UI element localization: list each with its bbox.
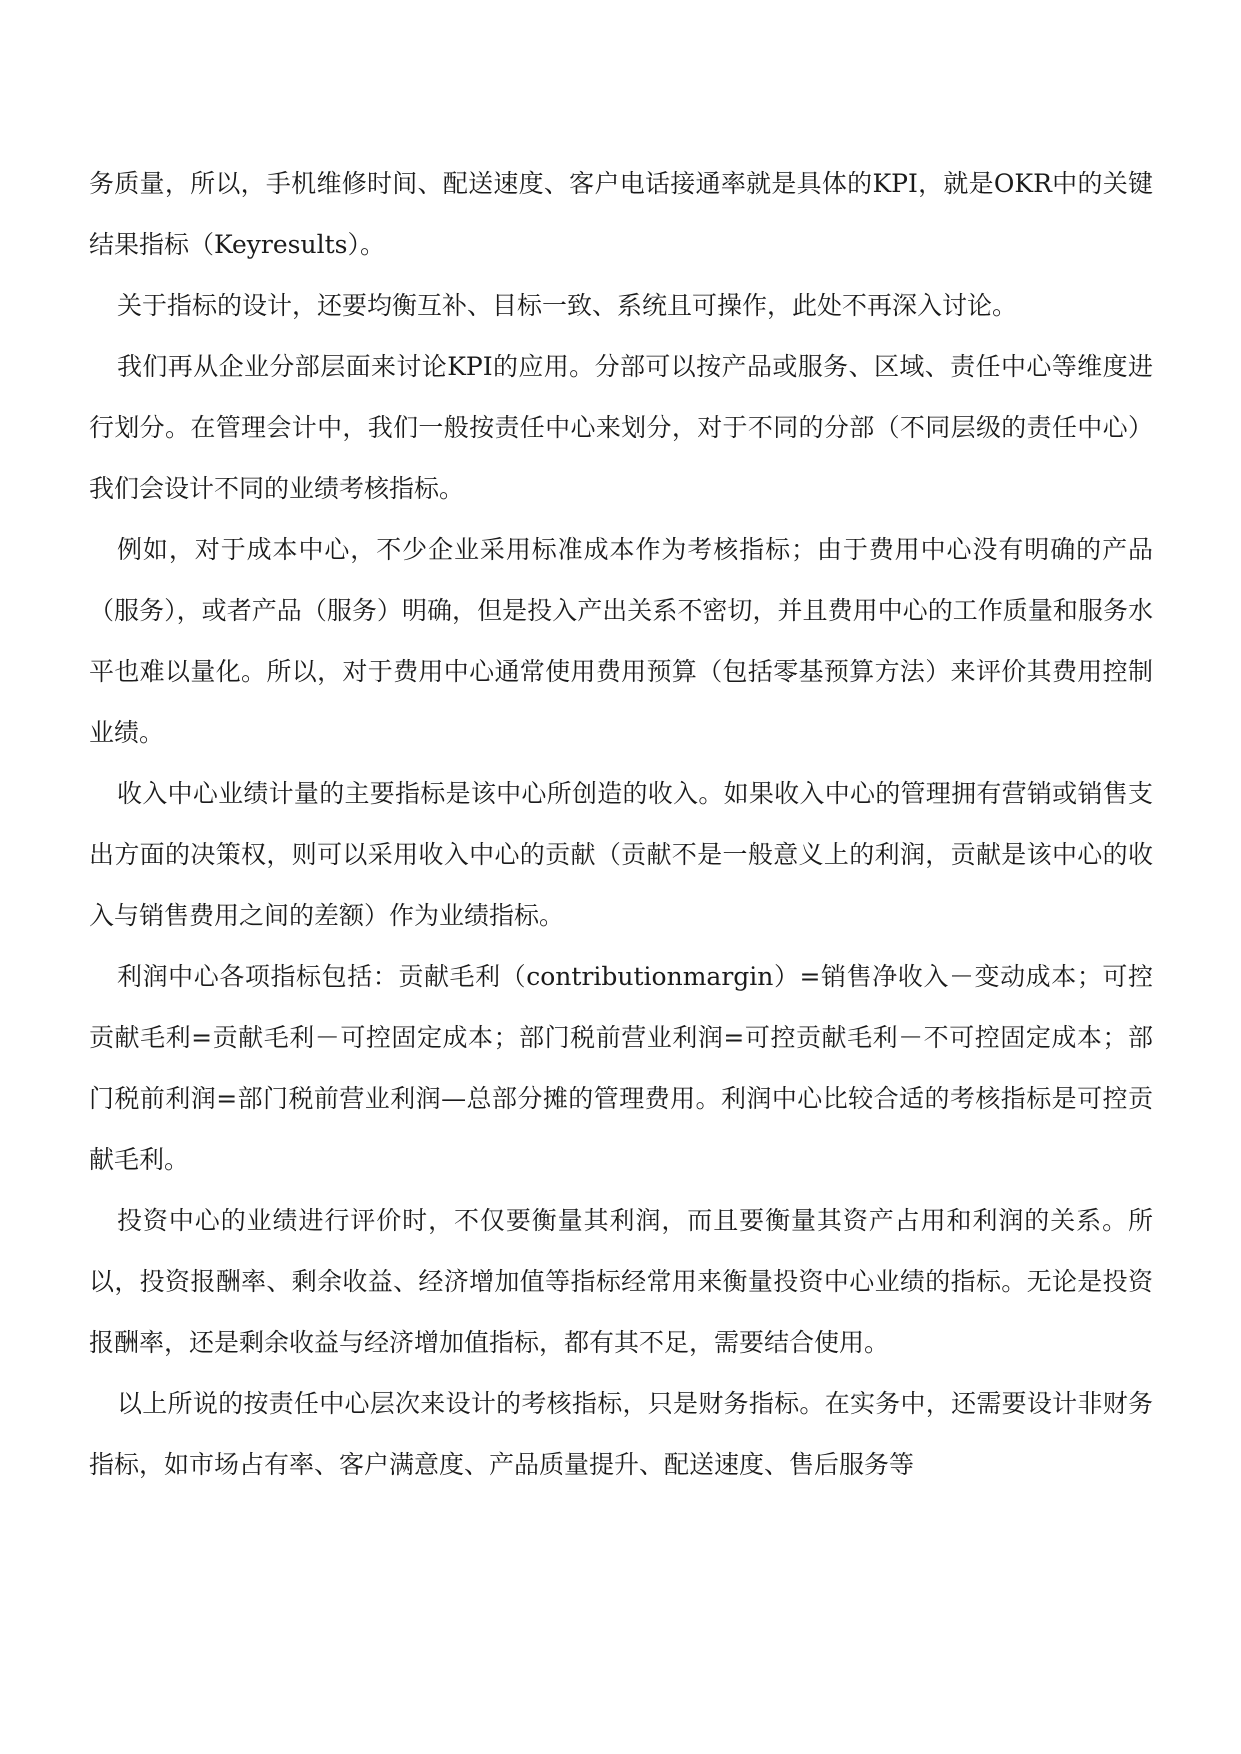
paragraph-7: 投资中心的业绩进行评价时，不仅要衡量其利润，而且要衡量其资产占用和利润的关系。所以，投资报酬率、剩余收益、经济增加值等指标经常用来衡量投资中心业绩的指标。无论是投资报酬率，还是剩余收益与经济增加值指标，都有其不足，需要结合使用。 (89, 1206, 1153, 1357)
paragraph-5: 收入中心业绩计量的主要指标是该中心所创造的收入。如果收入中心的管理拥有营销或销售支出方面的决策权，则可以采用收入中心的贡献（贡献不是一般意义上的利润，贡献是该中心的收入与销售费用之间的差额）作为业绩指标。 (89, 779, 1153, 930)
paragraph-6: 利润中心各项指标包括：贡献毛利（contributionmargin）=销售净收入－变动成本；可控贡献毛利=贡献毛利－可控固定成本；部门税前营业利润=可控贡献毛利－不可控固定成本；部门税前利润=部门税前营业利润—总部分摊的管理费用。利润中心比较合适的考核指标是可控贡献毛利。 (89, 962, 1153, 1174)
paragraph-4: 例如，对于成本中心，不少企业采用标准成本作为考核指标；由于费用中心没有明确的产品（服务），或者产品（服务）明确，但是投入产出关系不密切，并且费用中心的工作质量和服务水平也难以量化。所以，对于费用中心通常使用费用预算（包括零基预算方法）来评价其费用控制业绩。 (89, 535, 1153, 747)
paragraph-2: 关于指标的设计，还要均衡互补、目标一致、系统且可操作，此处不再深入讨论。 (117, 291, 1018, 320)
paragraph-8: 以上所说的按责任中心层次来设计的考核指标，只是财务指标。在实务中，还需要设计非财务指标，如市场占有率、客户满意度、产品质量提升、配送速度、售后服务等 (89, 1389, 1153, 1479)
paragraph-1: 务质量，所以，手机维修时间、配送速度、客户电话接通率就是具体的KPI，就是OKR中的关键结果指标（Keyresults）。 (89, 169, 1153, 259)
paragraph-3: 我们再从企业分部层面来讨论KPI的应用。分部可以按产品或服务、区域、责任中心等维度进行划分。在管理会计中，我们一般按责任中心来划分，对于不同的分部（不同层级的责任中心）我们会设计不同的业绩考核指标。 (89, 352, 1153, 503)
document-body (89, 153, 1153, 1495)
